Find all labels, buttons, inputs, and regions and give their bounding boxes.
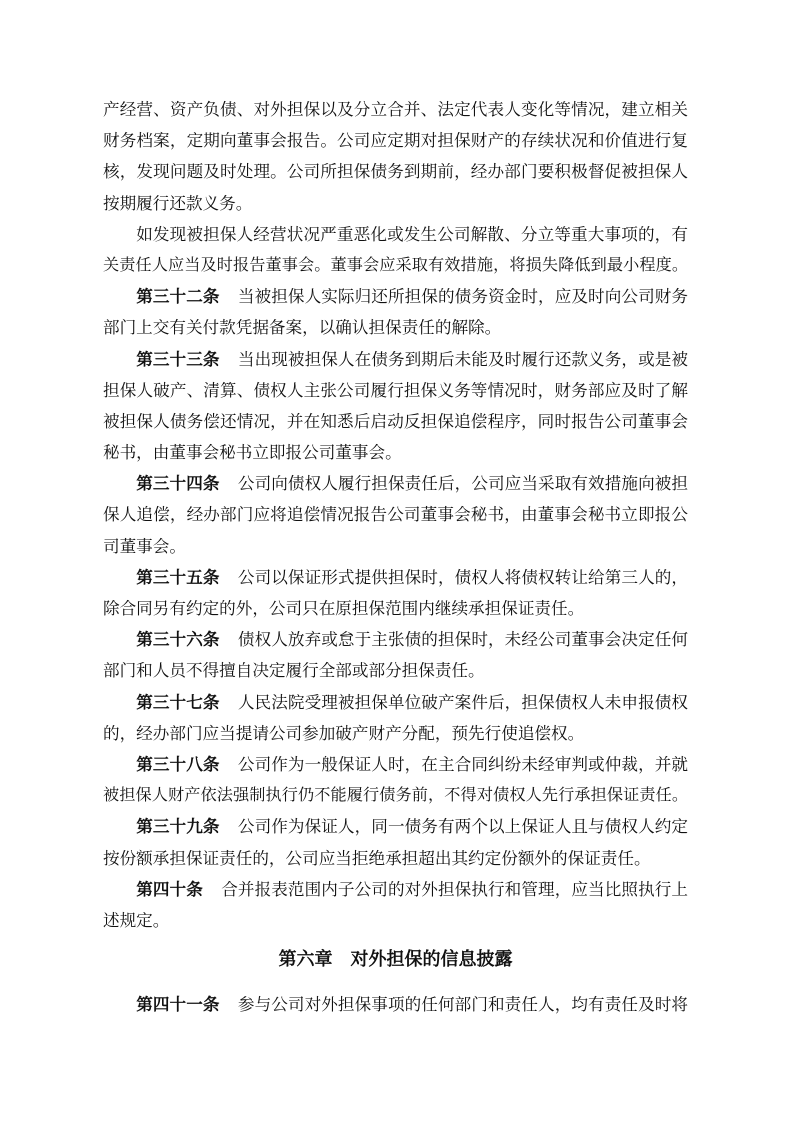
paragraph-line — [103, 624, 688, 655]
line-text: 的，经办部门应当提请公司参加破产财产分配，预先行使追偿权。 — [103, 723, 585, 743]
paragraph-line — [103, 125, 688, 156]
line-text: 如发现被担保人经营状况严重恶化或发生公司解散、分立等重大事项的，有 — [136, 224, 688, 244]
paragraph-line — [103, 989, 688, 1020]
chapter-number: 第六章 — [278, 949, 333, 970]
line-text: 公司以保证形式提供担保时，债权人将债权转让给第三人的， — [237, 567, 688, 587]
document-content — [103, 94, 688, 1020]
line-text: 司董事会。 — [103, 536, 186, 556]
line-text: 当被担保人实际归还所担保的债务资金时，应及时向公司财务 — [237, 287, 688, 307]
paragraph-line — [103, 811, 688, 842]
paragraph-line — [103, 156, 688, 187]
paragraph-line — [103, 219, 688, 250]
line-text: 产经营、资产负债、对外担保以及分立合并、法定代表人变化等情况，建立相关 — [103, 100, 688, 119]
paragraph-line — [103, 874, 688, 905]
paragraph-line — [103, 780, 688, 811]
paragraph-line — [103, 531, 688, 562]
line-text: 人民法院受理被担保单位破产案件后，担保债权人未申报债权 — [237, 692, 688, 712]
article-number: 第三十七条 — [136, 692, 220, 712]
chapter-title: 对外担保的信息披露 — [350, 949, 513, 970]
line-text: 被担保人财产依法强制执行仍不能履行债务前，不得对债权人先行承担保证责任。 — [103, 787, 688, 805]
line-text: 保人追偿，经办部门应将追偿情况报告公司董事会秘书，由董事会秘书立即报公 — [103, 505, 688, 525]
article-number: 第四十条 — [136, 879, 203, 899]
line-text: 公司作为保证人，同一债务有两个以上保证人且与债权人约定 — [237, 817, 688, 837]
line-text: 按期履行还款义务。 — [103, 193, 253, 213]
paragraph-line — [103, 437, 688, 468]
paragraph-line — [103, 375, 688, 406]
line-text: 公司作为一般保证人时，在主合同纠纷未经审判或仲裁，并就 — [237, 754, 688, 774]
line-text: 部门上交有关付款凭据备案，以确认担保责任的解除。 — [103, 318, 502, 338]
paragraph-line — [103, 655, 688, 686]
paragraph-line — [103, 593, 688, 624]
paragraph-line — [103, 406, 688, 437]
paragraph-line — [103, 281, 688, 312]
line-text: 当出现被担保人在债务到期后未能及时履行还款义务，或是被 — [237, 349, 688, 369]
paragraph-line — [103, 718, 688, 749]
article-number: 第三十五条 — [136, 567, 220, 587]
paragraph-line — [103, 344, 688, 375]
line-text: 公司向债权人履行担保责任后，公司应当采取有效措施向被担 — [237, 474, 688, 494]
paragraph-line — [103, 468, 688, 499]
article-number: 第三十九条 — [136, 817, 220, 837]
paragraph-line — [103, 843, 688, 874]
article-number: 第三十八条 — [136, 754, 220, 774]
line-text: 核，发现问题及时处理。公司所担保债务到期前，经办部门要积极督促被担保人 — [103, 162, 688, 182]
article-number: 第三十二条 — [136, 287, 220, 307]
paragraph-line — [103, 749, 688, 780]
line-text: 被担保人债务偿还情况，并在知悉后启动反担保追偿程序，同时报告公司董事会 — [103, 411, 688, 431]
paragraph-line — [103, 250, 688, 281]
paragraph-line — [103, 905, 688, 936]
chapter-heading — [103, 944, 688, 975]
article-number: 第三十四条 — [136, 474, 220, 494]
line-text: 参与公司对外担保事项的任何部门和责任人，均有责任及时将 — [237, 995, 688, 1015]
line-text: 关责任人应当及时报告董事会。董事会应采取有效措施，将损失降低到最小程度。 — [103, 256, 688, 274]
article-number: 第四十一条 — [136, 995, 220, 1015]
paragraph-line — [103, 188, 688, 219]
line-text: 合并报表范围内子公司的对外担保执行和管理，应当比照执行上 — [221, 879, 688, 899]
line-text: 述规定。 — [103, 910, 170, 930]
line-text: 秘书，由董事会秘书立即报公司董事会。 — [103, 443, 402, 463]
line-text: 财务档案，定期向董事会报告。公司应定期对担保财产的存续状况和价值进行复 — [103, 131, 688, 151]
article-number: 第三十三条 — [136, 349, 220, 369]
paragraph-line — [103, 562, 688, 593]
line-text: 债权人放弃或怠于主张债的担保时，未经公司董事会决定任何 — [237, 630, 688, 650]
line-text: 部门和人员不得擅自决定履行全部或部分担保责任。 — [103, 661, 485, 681]
line-text: 除合同另有约定的外，公司只在原担保范围内继续承担保证责任。 — [103, 599, 585, 618]
article-number: 第三十六条 — [136, 630, 220, 650]
paragraph-line — [103, 312, 688, 343]
line-text: 按份额承担保证责任的，公司应当拒绝承担超出其约定份额外的保证责任。 — [103, 848, 651, 868]
paragraph-line — [103, 94, 688, 125]
paragraph-line — [103, 687, 688, 718]
line-text: 担保人破产、清算、债权人主张公司履行担保义务等情况时，财务部应及时了解 — [103, 380, 688, 400]
paragraph-line — [103, 499, 688, 530]
